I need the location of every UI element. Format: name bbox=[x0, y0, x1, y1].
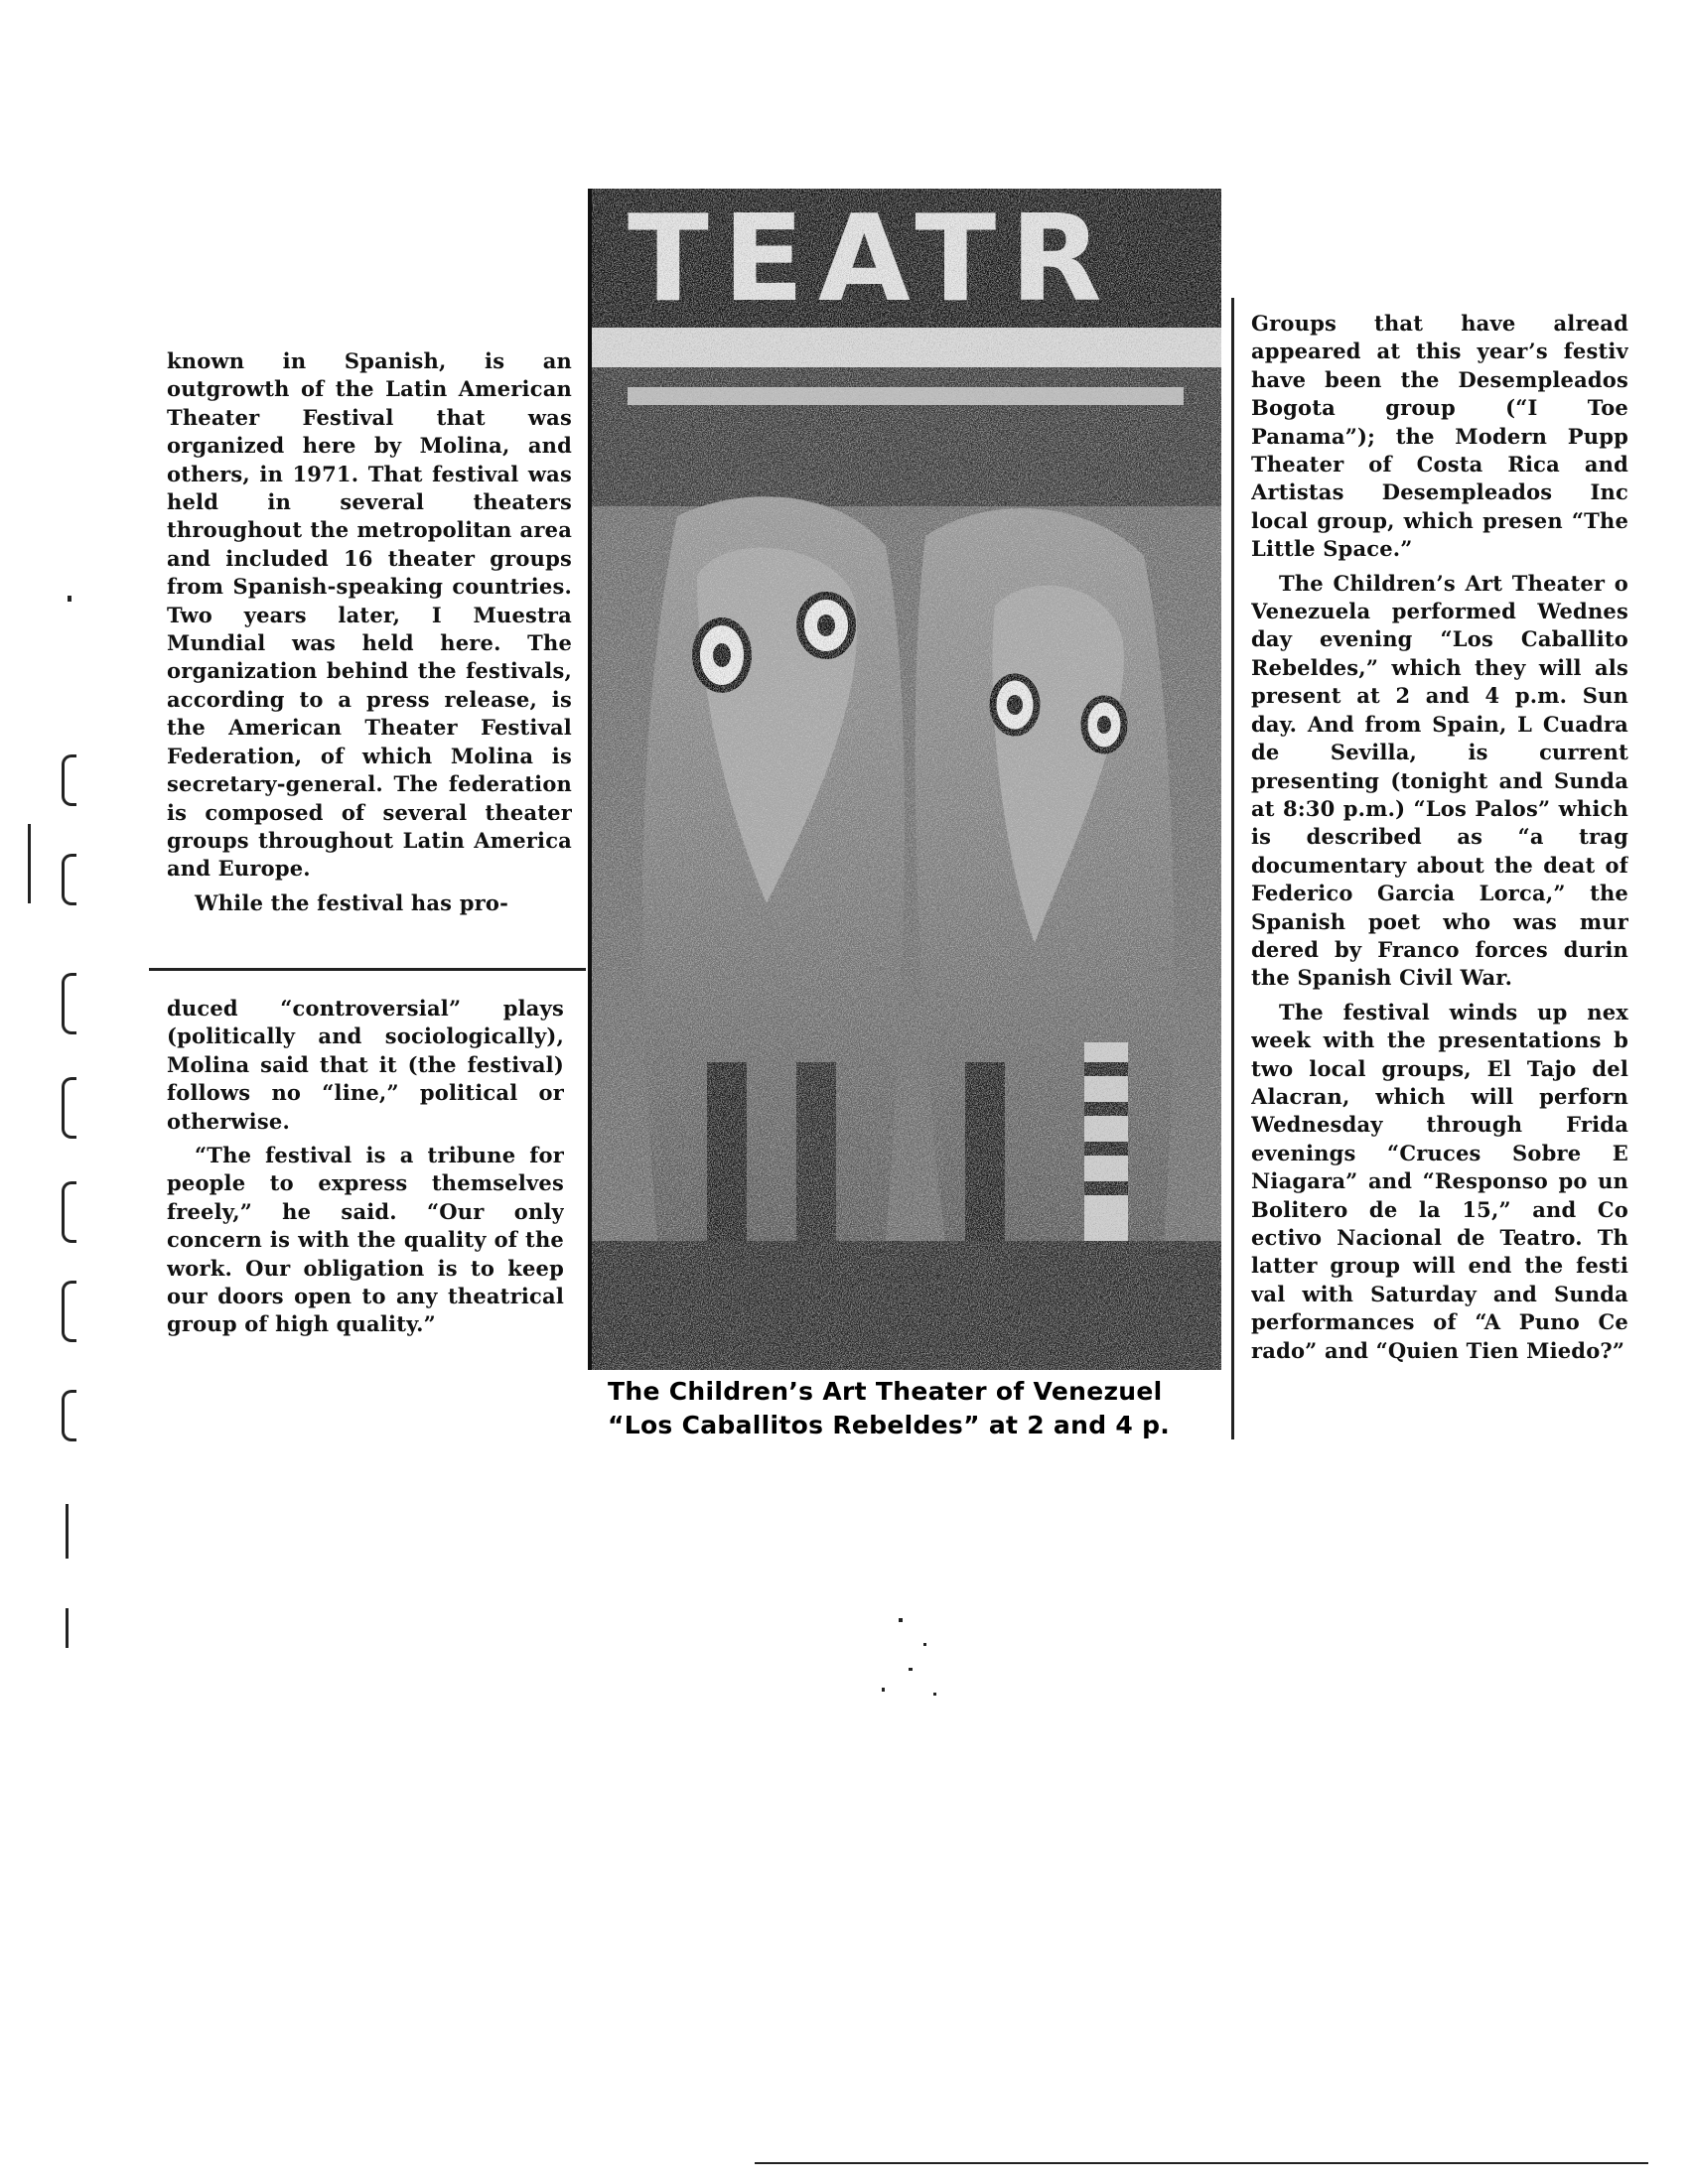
article-left-column-upper bbox=[167, 347, 572, 955]
binder-mark bbox=[62, 1390, 76, 1441]
photocopy-speck bbox=[899, 1618, 903, 1622]
paragraph: duced “controversial” plays (politically and sociologically), Molina said that it (the festival) follows no “line,” political or otherwise. bbox=[167, 996, 564, 1134]
paragraph: “The festival is a tribune for people to express themselves freely,” he said. “Our only concern is with the quality of the work. Our obligation is to keep our doors open to any theatrical group of high quality.” bbox=[167, 1143, 564, 1337]
news-photo bbox=[588, 189, 1221, 1370]
binder-mark bbox=[62, 973, 76, 1034]
binder-mark bbox=[62, 854, 76, 905]
column-rule bbox=[149, 968, 586, 971]
paragraph: While the festival has pro- bbox=[195, 889, 508, 915]
binder-mark bbox=[62, 1181, 76, 1243]
caption-line: The Children’s Art Theater of Venezuel bbox=[608, 1377, 1163, 1406]
photocopy-speck bbox=[923, 1643, 926, 1646]
paragraph: Groups that have alread appeared at this year’s festiv have been the Desempleados Bogota group (“I Toe Panama”); the Modern Pupp Theater of Costa Rica and Artistas Desempleados Inc local group, which presen “The Little Space.” bbox=[1251, 311, 1628, 562]
paragraph: The Children’s Art Theater o Venezuela performed Wednes day evening “Los Caballito Rebeldes,” which they will als present at 2 and 4 p.m. Sun day. And from Spain, L Cuadra de Sevilla, is current presenting (tonight and Sunda at 8:30 p.m.) “Los Palos” which is described as “a trag documentary about the deat of Federico Garcia Lorca,” the Spanish poet who was mur dered by Franco forces durin the Spanish Civil War. bbox=[1251, 570, 1628, 991]
paragraph: known in Spanish, is an outgrowth of the Latin American Theater Festival that was organized here by Molina, and others, in 1971. That festival was held in several theaters throughout the metropolitan area and included 16 theater groups from Spanish-speaking countries. Two years later, I Muestra Mundial was held here. The organization behind the festivals, according to a press release, is the American Theater Festival Federation, of which Molina is secretary-general. The federation is composed of several theater groups throughout Latin America and Europe. bbox=[167, 348, 572, 882]
photocopy-speck bbox=[933, 1693, 936, 1696]
binder-mark bbox=[62, 1281, 76, 1342]
binder-mark bbox=[62, 1077, 76, 1139]
photocopy-speck bbox=[909, 1668, 913, 1671]
article-left-column-lower bbox=[167, 995, 564, 1384]
column-rule bbox=[1231, 298, 1234, 1439]
margin-speck bbox=[66, 1504, 69, 1559]
binder-mark bbox=[62, 754, 76, 806]
photo-image bbox=[588, 189, 1221, 1370]
photocopy-speck bbox=[882, 1688, 885, 1692]
margin-speck bbox=[68, 596, 71, 602]
margin-speck bbox=[28, 824, 31, 903]
photo-caption bbox=[608, 1375, 1243, 1442]
caption-line: “Los Caballitos Rebeldes” at 2 and 4 p. bbox=[608, 1411, 1171, 1439]
paragraph: The festival winds up nex week with the presentations b two local groups, El Tajo del Alacran, which will perforn Wednesday through Frida evenings “Cruces Sobre E Niagara” and “Responso po un Bolitero de la 15,” and Co ectivo Nacional de Teatro. Th latter group will end the festi val with Saturday and Sunda performances of “A Puno Ce rado” and “Quien Tien Miedo?” bbox=[1251, 999, 1628, 1363]
page-edge-line bbox=[755, 2162, 1648, 2164]
article-right-column bbox=[1251, 310, 1628, 1461]
margin-speck bbox=[66, 1608, 69, 1648]
